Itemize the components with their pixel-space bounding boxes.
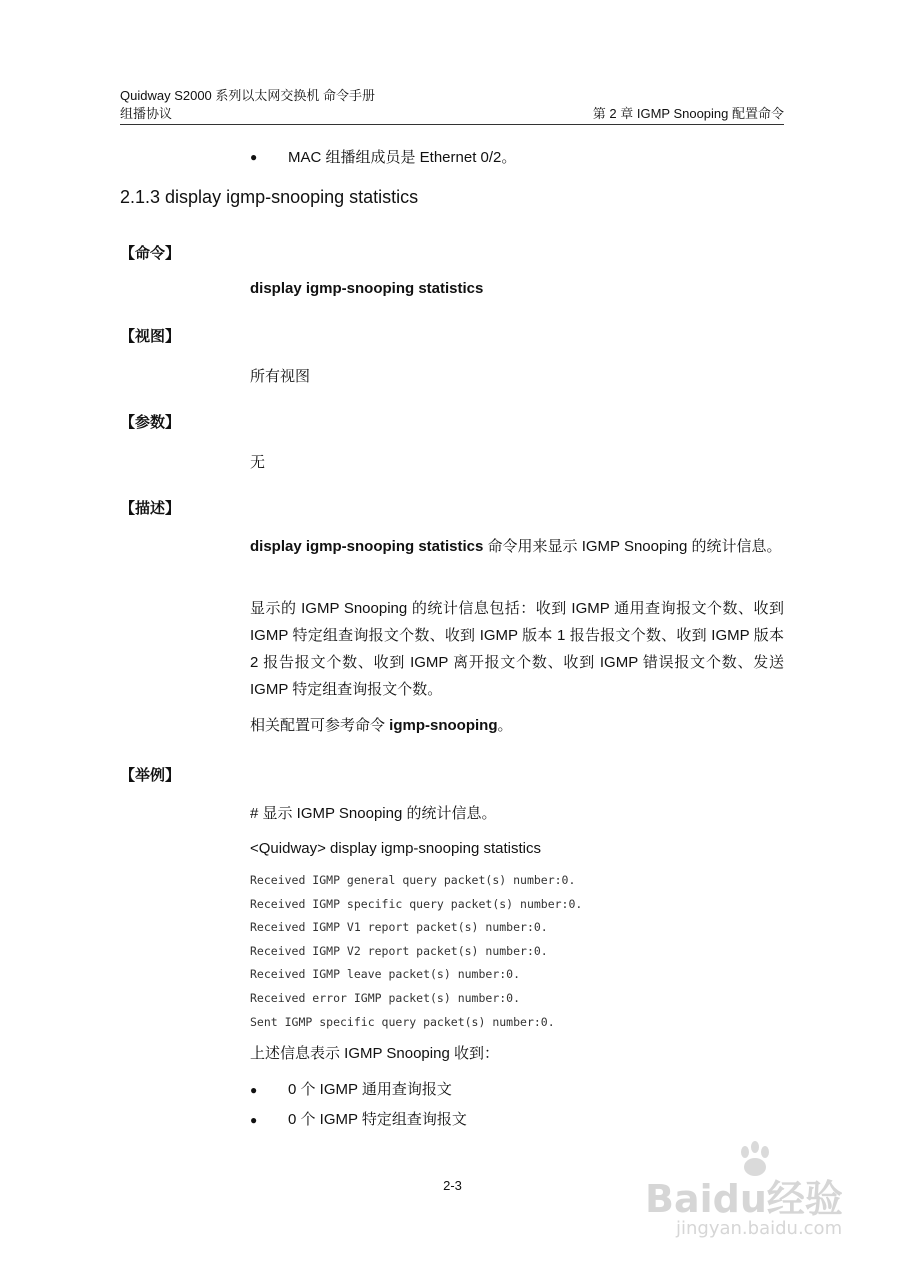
bullet-marker: ● [250, 1083, 258, 1097]
example-comment: # 显示 IGMP Snooping 的统计信息。 [250, 805, 497, 822]
top-bullet-text: MAC 组播组成员是 Ethernet 0/2。 [288, 149, 517, 166]
section-title: 2.1.3 display igmp-snooping statistics [120, 187, 419, 207]
watermark-logo: Baidu经验 [645, 1177, 843, 1221]
watermark-url: jingyan.baidu.com [676, 1218, 843, 1239]
desc-p3-post: 。 [497, 717, 513, 734]
header-divider [120, 124, 784, 125]
label-command: 【命令】 [120, 245, 181, 262]
bullet-marker: ● [250, 1113, 258, 1127]
desc-command-bold: display igmp-snooping statistics [250, 538, 484, 555]
desc-paragraph-1 [250, 533, 784, 560]
page-number: 2-3 [443, 1178, 462, 1193]
header-product: Quidway S2000 系列以太网交换机 命令手册 [120, 88, 376, 103]
output-line: Received error IGMP packet(s) number:0. [250, 991, 521, 1005]
header-section: 组播协议 [120, 106, 173, 121]
desc-paragraph-2: 显示的 IGMP Snooping 的统计信息包括：收到 IGMP 通用查询报文个数、收到 IGMP 特定组查询报文个数、收到 IGMP 版本 1 报告报文个数、收到 IGMP 版本 2 报告报文个数、收到 IGMP 离开报文个数、收到 IGMP 错误报文个数、发送 IGMP 特定组查询报文个数。 [250, 600, 784, 698]
label-params: 【参数】 [120, 414, 181, 431]
output-line: Received IGMP general query packet(s) number:0. [250, 873, 576, 887]
desc-p1-rest: 命令用来显示 IGMP Snooping 的统计信息。 [483, 538, 782, 555]
params-text: 无 [250, 454, 266, 471]
label-example: 【举例】 [120, 767, 181, 784]
output-line: Received IGMP leave packet(s) number:0. [250, 967, 521, 981]
header-chapter: 第 2 章 IGMP Snooping 配置命令 [592, 106, 784, 121]
summary-bullet-1: 0 个 IGMP 通用查询报文 [288, 1081, 452, 1098]
desc-ref-command: igmp-snooping [389, 717, 498, 734]
view-text: 所有视图 [250, 368, 311, 385]
label-description: 【描述】 [120, 500, 181, 517]
output-line: Sent IGMP specific query packet(s) number:0. [250, 1015, 555, 1029]
example-prompt: <Quidway> display igmp-snooping statistics [250, 840, 541, 857]
example-summary: 上述信息表示 IGMP Snooping 收到： [250, 1045, 499, 1062]
desc-p3-pre: 相关配置可参考命令 [250, 717, 390, 734]
summary-bullet-2: 0 个 IGMP 特定组查询报文 [288, 1111, 467, 1128]
label-view: 【视图】 [120, 328, 181, 345]
bullet-marker: ● [250, 150, 258, 164]
output-line: Received IGMP V2 report packet(s) number:0. [250, 944, 548, 958]
desc-paragraph-3 [250, 712, 784, 739]
output-line: Received IGMP V1 report packet(s) number:0. [250, 920, 548, 934]
command-text: display igmp-snooping statistics [250, 280, 484, 297]
output-line: Received IGMP specific query packet(s) number:0. [250, 897, 583, 911]
